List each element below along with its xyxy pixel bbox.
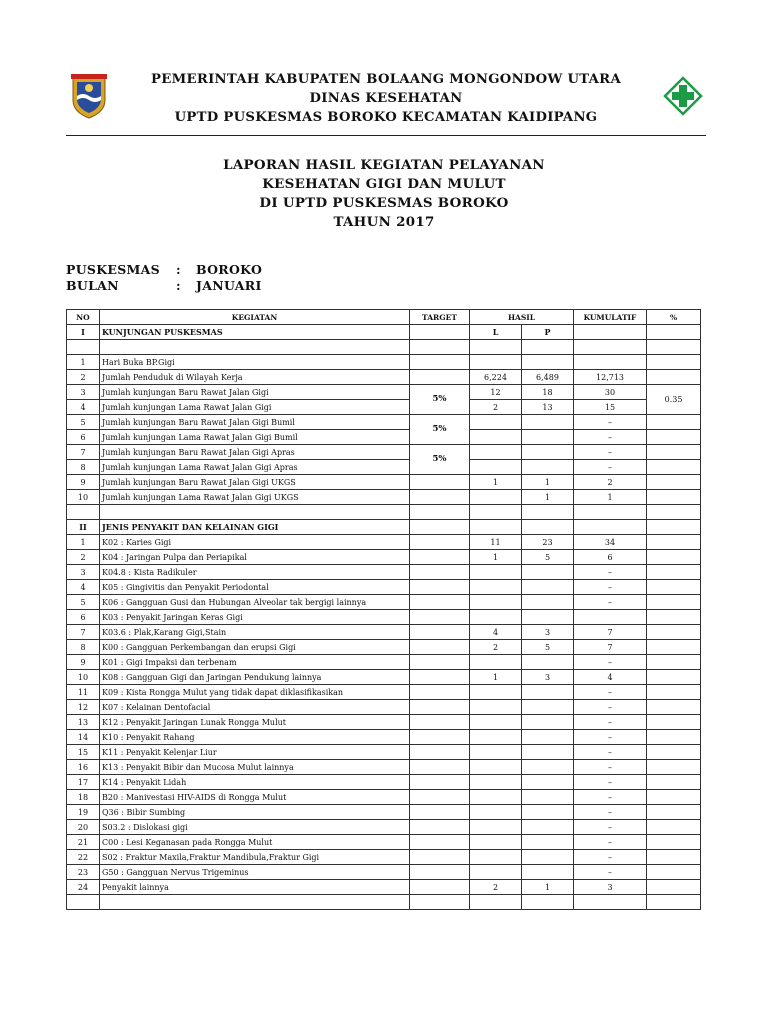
- row-l: [470, 445, 522, 460]
- row-no: 24: [67, 880, 100, 895]
- row-l: 1: [470, 670, 522, 685]
- row-kumulatif: 3: [574, 880, 647, 895]
- row-kumulatif: –: [574, 850, 647, 865]
- l-subheader: L: [470, 325, 522, 340]
- row-kegiatan: B20 : Manivestasi HIV-AIDS di Rongga Mulut: [100, 790, 410, 805]
- row-kumulatif: –: [574, 730, 647, 745]
- report-meta: [66, 262, 262, 294]
- row-p: [522, 685, 574, 700]
- title-line-1: LAPORAN HASIL KEGIATAN PELAYANAN: [223, 157, 545, 173]
- table-row: [67, 640, 701, 655]
- row-kegiatan: Jumlah Penduduk di Wilayah Kerja: [100, 370, 410, 385]
- letterhead-line-1: PEMERINTAH KABUPATEN BOLAANG MONGONDOW UTARA: [151, 72, 621, 87]
- row-p: [522, 865, 574, 880]
- row-kegiatan: Jumlah kunjungan Lama Rawat Jalan Gigi Apras: [100, 460, 410, 475]
- table-row: [67, 625, 701, 640]
- section-no: I: [67, 325, 100, 340]
- table-row: [67, 775, 701, 790]
- row-p: 13: [522, 400, 574, 415]
- row-no: 4: [67, 580, 100, 595]
- row-l: [470, 805, 522, 820]
- section-title: KUNJUNGAN PUSKESMAS: [100, 325, 410, 340]
- meta-puskesmas-label: PUSKESMAS: [66, 262, 161, 277]
- row-kumulatif: –: [574, 430, 647, 445]
- table-row: [67, 865, 701, 880]
- row-l: 6,224: [470, 370, 522, 385]
- section-no: II: [67, 520, 100, 535]
- row-kumulatif: 7: [574, 625, 647, 640]
- table-row: [67, 745, 701, 760]
- row-l: [470, 655, 522, 670]
- row-p: 6,489: [522, 370, 574, 385]
- row-kumulatif: 4: [574, 670, 647, 685]
- row-kegiatan: K11 : Penyakit Kelenjar Liur: [100, 745, 410, 760]
- table-row: [67, 385, 701, 400]
- row-no: 22: [67, 850, 100, 865]
- p-subheader: P: [522, 325, 574, 340]
- table-row: [67, 580, 701, 595]
- row-l: [470, 820, 522, 835]
- row-kumulatif: 34: [574, 535, 647, 550]
- row-no: 19: [67, 805, 100, 820]
- row-no: 13: [67, 715, 100, 730]
- row-l: [470, 460, 522, 475]
- row-l: [470, 745, 522, 760]
- row-kegiatan: Jumlah kunjungan Lama Rawat Jalan Gigi UKGS: [100, 490, 410, 505]
- meta-colon: :: [176, 262, 181, 277]
- row-l: [470, 835, 522, 850]
- blank-row: [67, 505, 701, 520]
- table-row: [67, 475, 701, 490]
- row-kegiatan: Q36 : Bibir Sumbing: [100, 805, 410, 820]
- row-no: 5: [67, 595, 100, 610]
- table-row: [67, 610, 701, 625]
- row-p: 3: [522, 625, 574, 640]
- header-percent: %: [647, 310, 701, 325]
- header-hasil: HASIL: [470, 310, 574, 325]
- row-kumulatif: –: [574, 565, 647, 580]
- row-p: 18: [522, 385, 574, 400]
- row-no: 3: [67, 385, 100, 400]
- row-kumulatif: 15: [574, 400, 647, 415]
- row-l: 2: [470, 400, 522, 415]
- row-l: [470, 700, 522, 715]
- letterhead-line-2: DINAS KESEHATAN: [309, 91, 463, 106]
- blank-row: [67, 895, 701, 910]
- row-no: 1: [67, 535, 100, 550]
- table-row: [67, 835, 701, 850]
- row-kumulatif: –: [574, 790, 647, 805]
- title-line-4: TAHUN 2017: [333, 214, 435, 230]
- row-p: [522, 745, 574, 760]
- row-kegiatan: K07 : Kelainan Dentofacial: [100, 700, 410, 715]
- row-kegiatan: K00 : Gangguan Perkembangan dan erupsi Gigi: [100, 640, 410, 655]
- row-kumulatif: –: [574, 415, 647, 430]
- meta-bulan-value: JANUARI: [196, 278, 262, 293]
- row-no: 2: [67, 370, 100, 385]
- row-no: 16: [67, 760, 100, 775]
- row-l: [470, 865, 522, 880]
- row-l: 1: [470, 475, 522, 490]
- row-l: [470, 775, 522, 790]
- row-kumulatif: –: [574, 715, 647, 730]
- row-p: [522, 460, 574, 475]
- target-cell: 5%: [410, 385, 470, 415]
- row-no: 4: [67, 400, 100, 415]
- row-p: 5: [522, 640, 574, 655]
- row-p: [522, 790, 574, 805]
- row-no: 14: [67, 730, 100, 745]
- row-l: [470, 565, 522, 580]
- row-p: [522, 580, 574, 595]
- row-l: [470, 715, 522, 730]
- row-p: [522, 715, 574, 730]
- row-no: 9: [67, 655, 100, 670]
- row-kumulatif: 1: [574, 490, 647, 505]
- row-no: 11: [67, 685, 100, 700]
- row-l: [470, 415, 522, 430]
- row-kegiatan: K05 : Gingivitis dan Penyakit Periodontal: [100, 580, 410, 595]
- row-kumulatif: –: [574, 655, 647, 670]
- row-kumulatif: –: [574, 760, 647, 775]
- row-kegiatan: S02 : Fraktur Maxila,Fraktur Mandibula,Fraktur Gigi: [100, 850, 410, 865]
- title-line-3: DI UPTD PUSKESMAS BOROKO: [259, 195, 509, 211]
- row-kumulatif: 2: [574, 475, 647, 490]
- row-kegiatan: K14 : Penyakit Lidah: [100, 775, 410, 790]
- row-no: 10: [67, 490, 100, 505]
- blank-row: [67, 340, 701, 355]
- row-kegiatan: K03 : Penyakit Jaringan Keras Gigi: [100, 610, 410, 625]
- row-kumulatif: –: [574, 460, 647, 475]
- row-no: 6: [67, 610, 100, 625]
- row-kumulatif: [574, 610, 647, 625]
- row-p: [522, 805, 574, 820]
- percent-cell: 0.35: [647, 385, 701, 415]
- row-p: [522, 655, 574, 670]
- table-row: [67, 370, 701, 385]
- row-no: 17: [67, 775, 100, 790]
- row-kumulatif: –: [574, 835, 647, 850]
- row-kegiatan: K09 : Kista Rongga Mulut yang tidak dapat diklasifikasikan: [100, 685, 410, 700]
- row-l: 12: [470, 385, 522, 400]
- row-no: 9: [67, 475, 100, 490]
- row-kegiatan: K03.6 : Plak,Karang Gigi,Stain: [100, 625, 410, 640]
- table-row: [67, 355, 701, 370]
- row-l: [470, 355, 522, 370]
- table-row: [67, 655, 701, 670]
- row-kegiatan: Penyakit lainnya: [100, 880, 410, 895]
- table-row: [67, 535, 701, 550]
- table-row: [67, 805, 701, 820]
- row-l: [470, 490, 522, 505]
- row-kegiatan: Jumlah kunjungan Lama Rawat Jalan Gigi Bumil: [100, 430, 410, 445]
- row-l: 2: [470, 880, 522, 895]
- table-header-row: [67, 310, 701, 325]
- row-kegiatan: K12 : Penyakit Jaringan Lunak Rongga Mulut: [100, 715, 410, 730]
- row-p: [522, 565, 574, 580]
- table-row: [67, 820, 701, 835]
- row-kegiatan: Jumlah kunjungan Lama Rawat Jalan Gigi: [100, 400, 410, 415]
- meta-bulan: [66, 278, 262, 294]
- table-row: [67, 850, 701, 865]
- row-p: [522, 775, 574, 790]
- row-kegiatan: C00 : Lesi Keganasan pada Rongga Mulut: [100, 835, 410, 850]
- header-target: TARGET: [410, 310, 470, 325]
- row-kumulatif: 30: [574, 385, 647, 400]
- row-l: 2: [470, 640, 522, 655]
- row-kumulatif: –: [574, 595, 647, 610]
- table-row: [67, 595, 701, 610]
- target-cell: 5%: [410, 415, 470, 445]
- row-no: 23: [67, 865, 100, 880]
- row-p: [522, 835, 574, 850]
- row-l: [470, 790, 522, 805]
- row-p: [522, 850, 574, 865]
- meta-puskesmas-value: BOROKO: [196, 262, 263, 277]
- row-no: 10: [67, 670, 100, 685]
- report-table: [66, 309, 701, 910]
- row-l: [470, 580, 522, 595]
- row-no: 3: [67, 565, 100, 580]
- row-p: [522, 595, 574, 610]
- row-kegiatan: S03.2 : Dislokasi gigi: [100, 820, 410, 835]
- row-p: [522, 820, 574, 835]
- row-p: [522, 730, 574, 745]
- row-p: [522, 760, 574, 775]
- row-p: [522, 700, 574, 715]
- row-no: 8: [67, 640, 100, 655]
- report-title: [0, 156, 768, 232]
- row-l: [470, 610, 522, 625]
- table-row: [67, 460, 701, 475]
- row-kegiatan: Hari Buka BP.Gigi: [100, 355, 410, 370]
- row-kumulatif: –: [574, 685, 647, 700]
- row-kumulatif: –: [574, 820, 647, 835]
- row-p: [522, 415, 574, 430]
- section-row: [67, 520, 701, 535]
- row-p: 1: [522, 880, 574, 895]
- row-no: 15: [67, 745, 100, 760]
- letterhead-rule: [66, 135, 706, 136]
- row-kumulatif: –: [574, 865, 647, 880]
- row-no: 8: [67, 460, 100, 475]
- row-no: 20: [67, 820, 100, 835]
- table-row: [67, 550, 701, 565]
- table-row: [67, 490, 701, 505]
- table-row: [67, 565, 701, 580]
- row-kumulatif: –: [574, 745, 647, 760]
- row-kumulatif: [574, 355, 647, 370]
- row-kegiatan: Jumlah kunjungan Baru Rawat Jalan Gigi Bumil: [100, 415, 410, 430]
- letterhead-line-3: UPTD PUSKESMAS BOROKO KECAMATAN KAIDIPANG: [174, 110, 598, 125]
- row-no: 2: [67, 550, 100, 565]
- row-p: 23: [522, 535, 574, 550]
- row-l: 1: [470, 550, 522, 565]
- row-no: 5: [67, 415, 100, 430]
- row-no: 18: [67, 790, 100, 805]
- row-l: [470, 430, 522, 445]
- row-l: 11: [470, 535, 522, 550]
- row-kegiatan: K04.8 : Kista Radikuler: [100, 565, 410, 580]
- table-row: [67, 685, 701, 700]
- row-kumulatif: –: [574, 775, 647, 790]
- meta-puskesmas: [66, 262, 262, 278]
- row-p: 1: [522, 490, 574, 505]
- row-p: 5: [522, 550, 574, 565]
- row-kumulatif: –: [574, 580, 647, 595]
- table-row: [67, 430, 701, 445]
- table-row: [67, 760, 701, 775]
- row-l: [470, 850, 522, 865]
- row-l: [470, 760, 522, 775]
- row-p: [522, 610, 574, 625]
- row-no: 21: [67, 835, 100, 850]
- table-row: [67, 415, 701, 430]
- row-kegiatan: K02 : Karies Gigi: [100, 535, 410, 550]
- row-kegiatan: G50 : Gangguan Nervus Trigeminus: [100, 865, 410, 880]
- row-p: 1: [522, 475, 574, 490]
- row-l: [470, 730, 522, 745]
- row-p: [522, 355, 574, 370]
- header-kegiatan: KEGIATAN: [100, 310, 410, 325]
- row-p: [522, 445, 574, 460]
- row-p: 3: [522, 670, 574, 685]
- header-no: NO: [67, 310, 100, 325]
- row-no: 6: [67, 430, 100, 445]
- row-kumulatif: –: [574, 805, 647, 820]
- title-line-2: KESEHATAN GIGI DAN MULUT: [262, 176, 506, 192]
- puskesmas-cross-icon: [663, 76, 703, 116]
- row-p: [522, 430, 574, 445]
- table-row: [67, 670, 701, 685]
- section-row: [67, 325, 701, 340]
- row-kegiatan: Jumlah kunjungan Baru Rawat Jalan Gigi UKGS: [100, 475, 410, 490]
- row-no: 7: [67, 445, 100, 460]
- row-kegiatan: K04 : Jaringan Pulpa dan Periapikal: [100, 550, 410, 565]
- row-kumulatif: 12,713: [574, 370, 647, 385]
- letterhead: [66, 66, 706, 132]
- row-l: [470, 685, 522, 700]
- row-kumulatif: 6: [574, 550, 647, 565]
- row-no: 7: [67, 625, 100, 640]
- row-kumulatif: –: [574, 445, 647, 460]
- table-row: [67, 790, 701, 805]
- table-row: [67, 715, 701, 730]
- row-kegiatan: K13 : Penyakit Bibir dan Mucosa Mulut lainnya: [100, 760, 410, 775]
- header-kumulatif: KUMULATIF: [574, 310, 647, 325]
- row-kumulatif: –: [574, 700, 647, 715]
- row-no: 12: [67, 700, 100, 715]
- table-row: [67, 445, 701, 460]
- row-kegiatan: Jumlah kunjungan Baru Rawat Jalan Gigi Apras: [100, 445, 410, 460]
- row-kegiatan: K01 : Gigi Impaksi dan terbenam: [100, 655, 410, 670]
- row-kegiatan: K08 : Gangguan Gigi dan Jaringan Pendukung lainnya: [100, 670, 410, 685]
- target-cell: 5%: [410, 445, 470, 475]
- row-l: [470, 595, 522, 610]
- regency-emblem-icon: [69, 72, 109, 120]
- meta-bulan-label: BULAN: [66, 278, 119, 293]
- section-title: JENIS PENYAKIT DAN KELAINAN GIGI: [100, 520, 410, 535]
- row-no: 1: [67, 355, 100, 370]
- table-row: [67, 880, 701, 895]
- row-kegiatan: K06 : Gangguan Gusi dan Hubungan Alveolar tak bergigi lainnya: [100, 595, 410, 610]
- row-kumulatif: 7: [574, 640, 647, 655]
- row-l: 4: [470, 625, 522, 640]
- row-kegiatan: Jumlah kunjungan Baru Rawat Jalan Gigi: [100, 385, 410, 400]
- meta-colon: :: [176, 278, 181, 293]
- table-row: [67, 730, 701, 745]
- row-kegiatan: K10 : Penyakit Rahang: [100, 730, 410, 745]
- table-row: [67, 700, 701, 715]
- table-row: [67, 400, 701, 415]
